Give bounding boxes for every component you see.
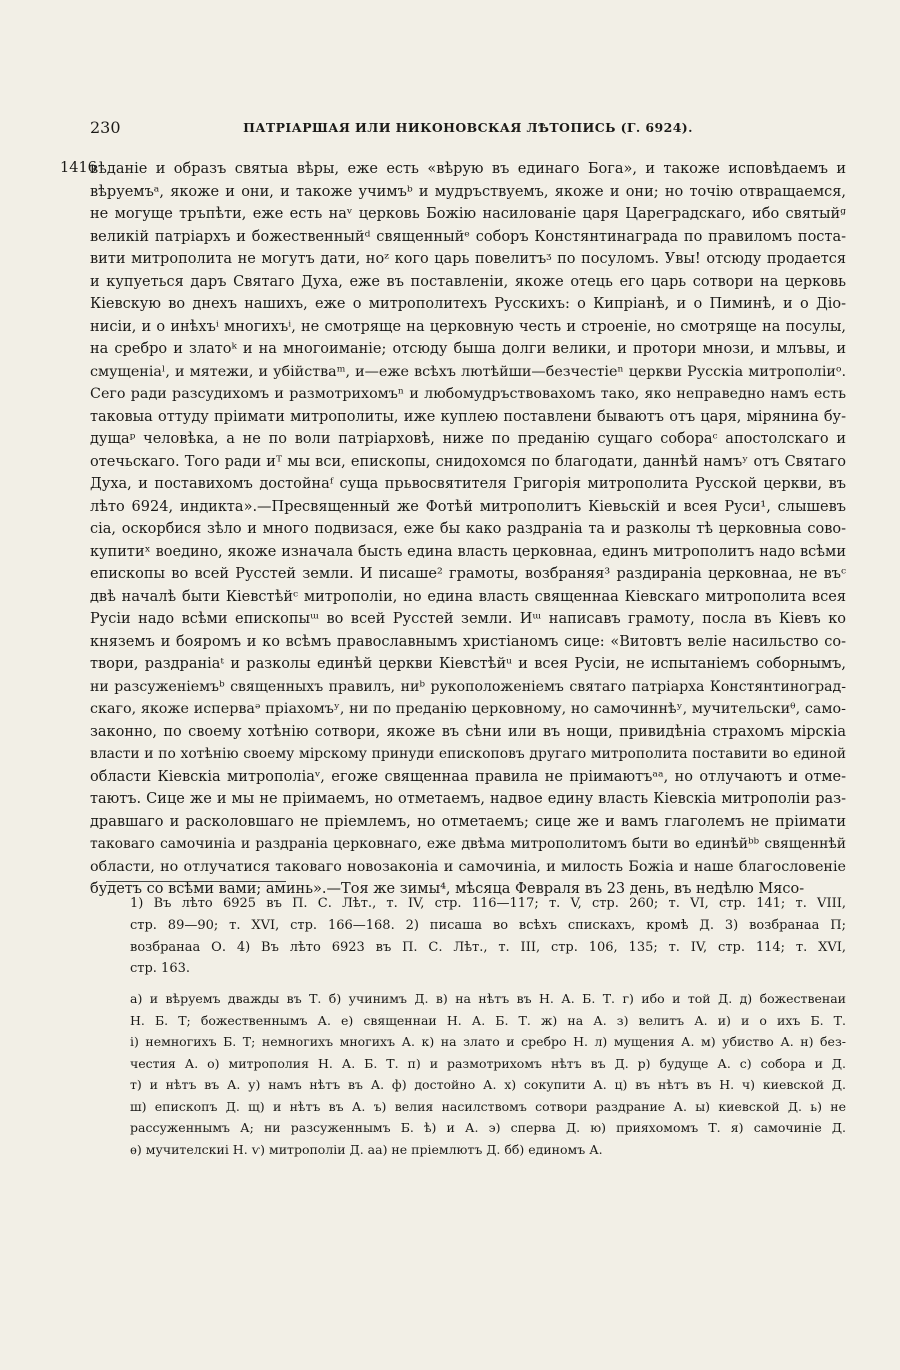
text-line: вити митрополита не могутъ дати, ноᶻ кого царь повелитъᶾ по посуломъ. Увы! отсюду продается <box>90 251 846 267</box>
page-number: 230 <box>90 118 121 137</box>
text-line: таковыа оттуду пріимати митрополиты, иже куплею поставлени бываютъ отъ царя, мірянина бу- <box>90 408 846 425</box>
text-line: Кіевскую во днехъ нашихъ, еже о митрополитехъ Русскихъ: о Кипріанѣ, и о Пиминѣ, и о Діо- <box>90 296 846 312</box>
text-line: власти и по хотѣнію своему мірскому принуди епископовъ другаго митрополита поставити во единой <box>90 746 846 762</box>
footnote-line: стр. 89—90; т. XVI, стр. 166—168. 2) писаша во всѣхъ спискахъ, кромѣ Д. 3) возбранаа П; <box>130 917 846 933</box>
text-line: и купуеться даръ Святаго Духа, еже въ поставленіи, якоже отець его царь сотвори на церковь <box>90 273 846 290</box>
variant-line: а) и вѣруемъ дважды въ Т. б) учинимъ Д. в) на нѣтъ въ Н. А. Б. Т. г) ибо и той Д. д) божественаи <box>130 991 846 1006</box>
footnote-line: возбранаа О. 4) Въ лѣто 6923 въ П. С. Лѣт., т. III, стр. 106, 135; т. IV, стр. 114; т. XVI, <box>130 939 846 955</box>
text-line: скаго, якоже исперваᵊ пріахомъʸ, ни по преданію церковному, но самочиннѣʸ, мучительскиᶿ, само- <box>90 701 846 717</box>
variant-line: честия А. о) митрополия Н. А. Б. Т. п) и размотрихомъ нѣтъ въ Д. р) будуще А. с) собора и Д. <box>130 1055 846 1071</box>
text-line: купитиˣ воедино, якоже изначала бысть едина власть церковнаа, единъ митрополитъ надо всѣми <box>90 543 846 560</box>
variant-line: Н. Б. Т; божественнымъ А. е) священнаи Н. А. Б. Т. ж) на А. з) велитъ А. и) и о ихъ Б. Т. <box>130 1012 846 1028</box>
text-line: Сего ради разсудихомъ и размотрихомъⁿ и любомудръствовахомъ тако, яко неправедно намъ есть <box>90 386 846 402</box>
variant-line: ш) епископъ Д. щ) и нѣтъ въ А. ъ) велия насилствомъ сотвори раздрание А. ы) киевской Д. ь) не <box>130 1098 846 1114</box>
text-line: смущеніаˡ, и мятежи, и убійстваᵐ, и—еже всѣхъ лютѣйши—безчестіеⁿ церкви Русскіа митрополіиᵒ. <box>90 363 846 380</box>
text-line: вѣруемъᵃ, якоже и они, и такоже учимъᵇ и мудръствуемъ, якоже и они; но точію отвращаемся, <box>90 183 846 200</box>
text-line: не могуще тръпѣти, еже есть наᵛ церковь Божію насилованіе царя Цареградскаго, ибо святыйᵍ <box>90 206 846 222</box>
running-title: ПАТРІАРШАЯ ИЛИ НИКОНОВСКАЯ ЛѢТОПИСЬ (Г. 6924). <box>243 120 693 135</box>
text-line: вѣданіе и образъ святыа вѣры, еже есть «вѣрую въ единаго Бога», и такоже исповѣдаемъ и <box>90 161 846 177</box>
text-line: двѣ началѣ быти Кіевстѣйᶜ митрополіи, но едина власть священнаа Кіевскаго митрополита всея <box>90 588 846 605</box>
variant-readings <box>130 988 846 1160</box>
text-line: нисіи, и о инѣхъⁱ многихъⁱ, не смотряще на церковную честь и строеніе, но смотряще на посулы, <box>90 318 846 335</box>
text-line: сіа, оскорбися зѣло и много подвизася, еже бы како раздраніа та и разколы тѣ церковныа сово- <box>90 521 846 537</box>
text-line: дравшаго и расколовшаго не пріемлемъ, но отметаемъ; сице же и вамъ глаголемъ не пріимати <box>90 813 846 830</box>
text-line: области, но отлучатися таковаго новозаконіа и самочиніа, и милость Божіа и наше благословеніе <box>90 858 846 875</box>
text-line: Русіи надо всѣми епископыᵚ во всей Русстей земли. Иᵚ написавъ грамоту, посла въ Кіевъ ко <box>90 611 846 627</box>
text-line: таковаго самочиніа и раздраніа церковнаго, еже двѣма митрополитомъ быти во единѣйᵇᵇ священнѣй <box>90 836 846 852</box>
text-line: княземъ и бояромъ и ко всѣмъ православнымъ христіаномъ сице: «Витовтъ веліе насильство со- <box>90 633 846 650</box>
variant-line: і) немногихъ Б. Т; немногихъ многихъ А. к) на злато и сребро Н. л) мущения А. м) убиство А. н) без- <box>130 1034 846 1049</box>
text-line: Духа, и поставихомъ достойнаᶠ суща прьвосвятителя Григорія митрополита Русской церкви, въ <box>90 476 846 492</box>
margin-year: 1416 <box>60 160 97 176</box>
text-line: дущаᵖ человѣка, а не по воли патріарховѣ, ниже по преданію сущаго собораᶜ апостолскаго и <box>90 431 846 447</box>
text-line: лѣто 6924, индикта».—Пресвященный же Фотѣй митрополитъ Кіевьскій и всея Руси¹, слышевъ <box>90 498 846 515</box>
variant-line: т) и нѣтъ въ А. у) намъ нѣтъ въ А. ф) достойно А. х) сокупити А. ц) въ нѣтъ въ Н. ч) киевской Д. <box>130 1077 846 1092</box>
text-line: епископы во всей Русстей земли. И писаше² грамоты, возбраняя³ раздираніа церковнаа, не въᶜ <box>90 566 846 582</box>
text-line: области Кіевскіа митрополіаᵛ, егоже священнаа правила не пріимаютъᵃᵃ, но отлучаютъ и отме- <box>90 768 846 785</box>
text-line: будетъ со всѣми вами; аминь».—Тоя же зимы⁴, мѣсяца Февраля въ 23 день, въ недѣлю Мясо- <box>90 881 805 897</box>
footnote-line: 1) Въ лѣто 6925 въ П. С. Лѣт., т. IV, стр. 116—117; т. V, стр. 260; т. VI, стр. 141; т. VIII, <box>130 896 846 911</box>
footnotes <box>130 893 846 980</box>
text-line: законно, по своему хотѣнію сотвори, якоже въ сѣни или въ нощи, привидѣніа страхомъ мірскіа <box>90 723 846 740</box>
text-line: великій патріархъ и божественныйᵈ священныйᵉ соборъ Констянтинаграда по правиломъ поста- <box>90 228 846 245</box>
footnote-rule <box>106 881 286 882</box>
text-line: таютъ. Сице же и мы не пріимаемъ, но отметаемъ, надвое едину власть Кіевскіа митрополіи раз- <box>90 791 846 807</box>
text-line: на сребро и златоᵏ и на многоиманіе; отсюду быша долги велики, и протори мнози, и млъвы, и <box>90 341 846 357</box>
main-text <box>90 158 846 901</box>
footnote-line: стр. 163. <box>130 961 191 977</box>
page-header <box>90 118 846 140</box>
text-line: ни разсуженіемъᵇ священныхъ правилъ, ниᵇ рукоположеніемъ святаго патріарха Констянтиноград- <box>90 678 846 695</box>
variant-line: ѳ) мучителскиі Н. ѵ) митрополіи Д. аа) не пріемлютъ Д. бб) единомъ А. <box>130 1141 603 1157</box>
text-line: отечьскаго. Того ради иᵀ мы вси, епископы, снидохомся по благодати, даннѣй намъʸ отъ Святаго <box>90 453 846 470</box>
text-line: твори, раздраніаᵗ и разколы единѣй церкви Кіевстѣйᵘ и всея Русіи, не испытаніемъ соборнымъ, <box>90 656 846 672</box>
variant-line: рассуженнымъ А; ни разсуженнымъ Б. ѣ) и А. э) сперва Д. ю) прияхомомъ Т. я) самочиніе Д. <box>130 1120 846 1135</box>
